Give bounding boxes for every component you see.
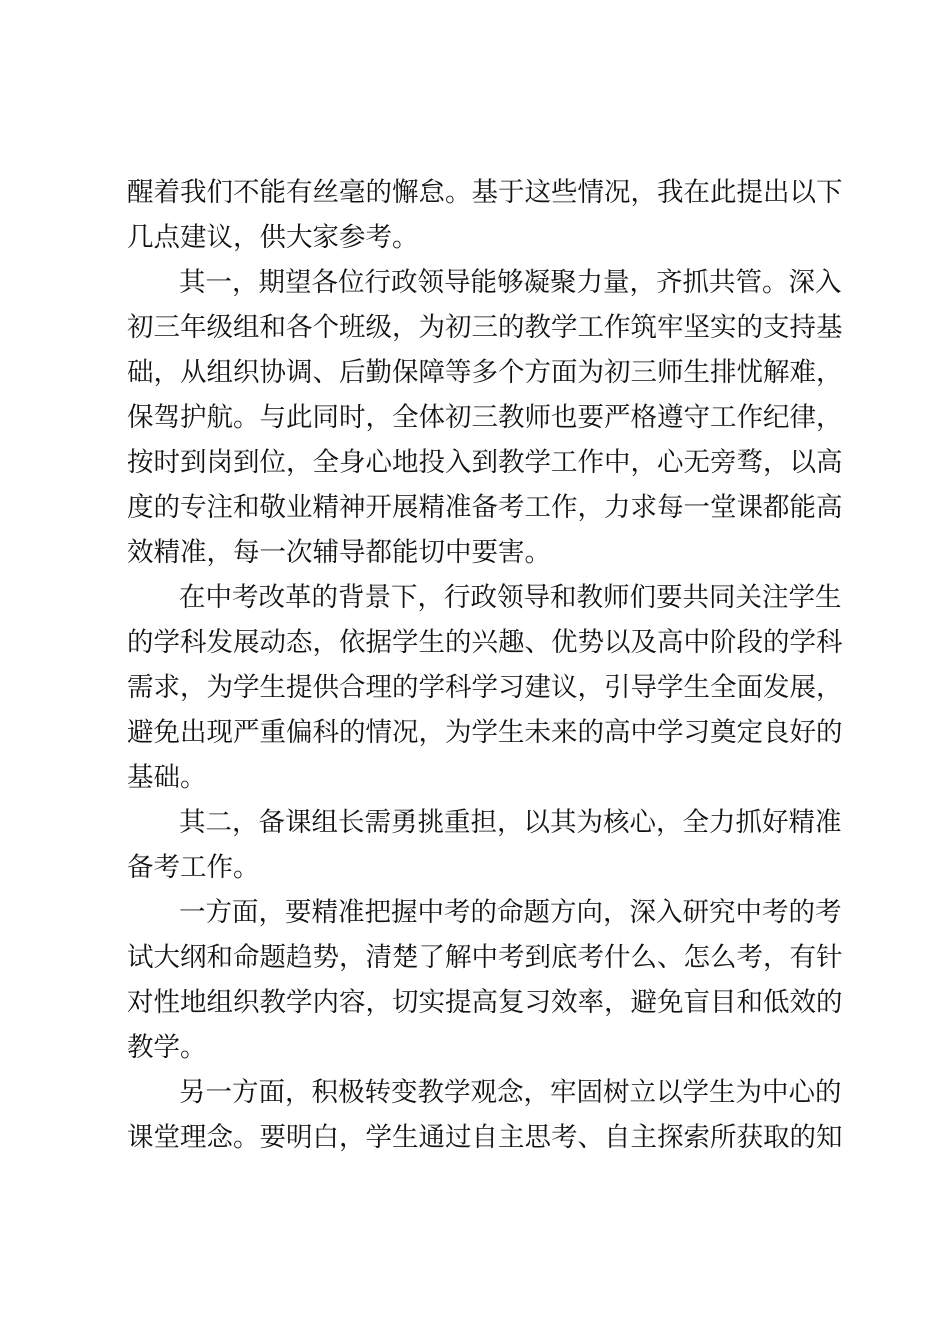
- text-line: 初三年级组和各个班级，为初三的教学工作筑牢坚实的支持基: [127, 312, 843, 343]
- text-line: 几点建议，供大家参考。: [127, 222, 419, 253]
- text-line: 其二，备课组长需勇挑重担，以其为核心，全力抓好精准: [179, 807, 842, 838]
- text-line: 在中考改革的背景下，行政领导和教师们要共同关注学生: [179, 582, 842, 613]
- text-line: 其一，期望各位行政领导能够凝聚力量，齐抓共管。深入: [179, 267, 842, 298]
- paragraph: [127, 260, 843, 575]
- text-line: 需求，为学生提供合理的学科学习建议，引导学生全面发展，: [127, 672, 843, 703]
- text-line: 度的专注和敬业精神开展精准备考工作，力求每一堂课都能高: [127, 492, 843, 523]
- text-line: 避免出现严重偏科的情况，为学生未来的高中学习奠定良好的: [127, 717, 843, 748]
- text-line: 按时到岗到位，全身心地投入到教学工作中，心无旁骛，以高: [127, 447, 843, 478]
- paragraph: [127, 890, 843, 1070]
- paragraph: [127, 170, 843, 260]
- text-line: 备考工作。: [127, 852, 260, 883]
- text-line: 保驾护航。与此同时，全体初三教师也要严格遵守工作纪律，: [127, 402, 843, 433]
- document-body: [127, 170, 843, 1160]
- text-line: 的学科发展动态，依据学生的兴趣、优势以及高中阶段的学科: [127, 627, 843, 658]
- paragraph: [127, 800, 842, 890]
- text-line: 课堂理念。要明白，学生通过自主思考、自主探索所获取的知: [127, 1122, 843, 1153]
- paragraph: [127, 1070, 843, 1160]
- paragraph: [127, 575, 843, 800]
- text-line: 醒着我们不能有丝毫的懈怠。基于这些情况，我在此提出以下: [127, 177, 843, 208]
- text-line: 教学。: [127, 1032, 207, 1063]
- text-line: 效精准，每一次辅导都能切中要害。: [127, 537, 551, 568]
- text-line: 试大纲和命题趋势，清楚了解中考到底考什么、怎么考，有针: [127, 942, 843, 973]
- text-line: 对性地组织教学内容，切实提高复习效率，避免盲目和低效的: [127, 987, 843, 1018]
- text-line: 另一方面，积极转变教学观念，牢固树立以学生为中心的: [179, 1077, 842, 1108]
- text-line: 础，从组织协调、后勤保障等多个方面为初三师生排忧解难，: [127, 357, 843, 388]
- text-line: 基础。: [127, 762, 207, 793]
- text-line: 一方面，要精准把握中考的命题方向，深入研究中考的考: [179, 897, 842, 928]
